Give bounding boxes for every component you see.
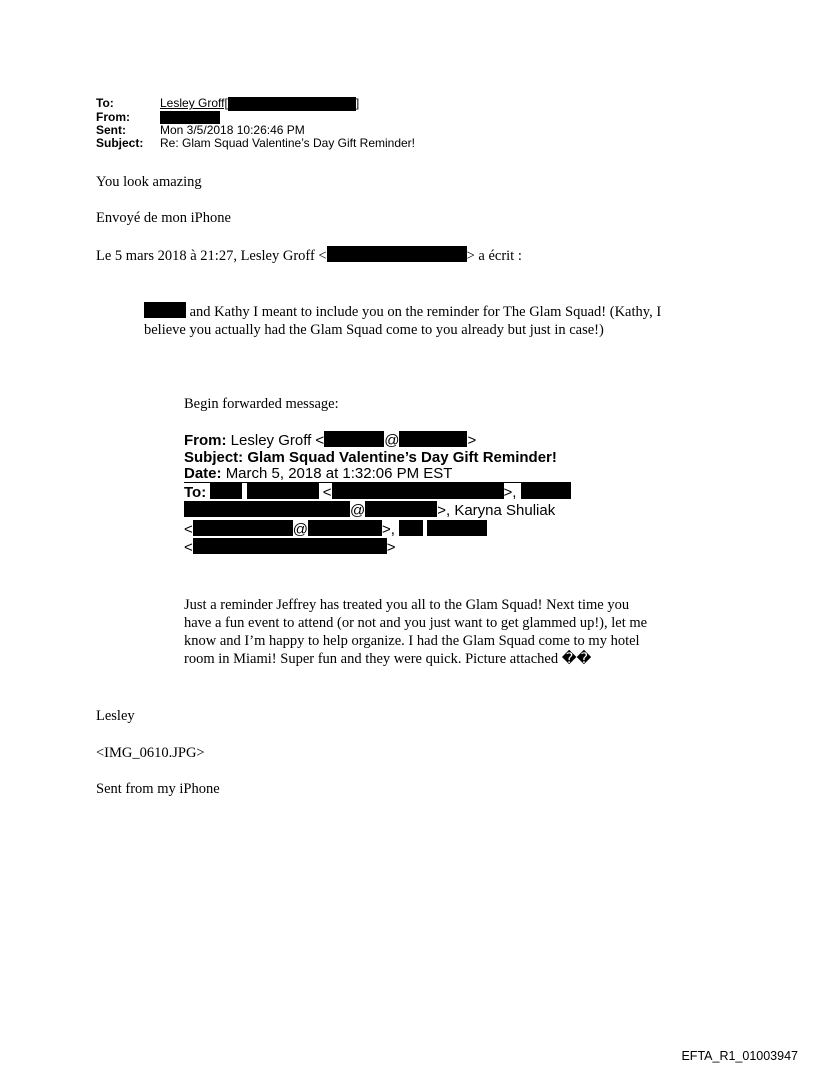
attachment-name: <IMG_0610.JPG> <box>96 745 205 761</box>
redaction-box <box>324 431 384 447</box>
lt-sign: < <box>322 483 332 501</box>
forward-from-row <box>184 431 571 450</box>
lt-sign: < <box>184 520 193 538</box>
email-header <box>96 97 415 149</box>
comma-gt: >, <box>382 520 395 538</box>
forward-to-row-3 <box>184 520 571 539</box>
forward-header <box>184 431 571 557</box>
redaction-box <box>327 246 467 262</box>
redaction-box <box>521 483 571 499</box>
redaction-box <box>144 302 186 318</box>
gt-sign: > <box>386 539 396 556</box>
redaction-box <box>210 483 242 499</box>
forward-to-row-2 <box>184 501 571 520</box>
forward-subject-value: Glam Squad Valentine’s Day Gift Reminder! <box>247 448 557 466</box>
forward-date-label: Date: <box>184 465 222 482</box>
forward-to-row-4 <box>184 538 571 557</box>
forward-from-label: From: <box>184 432 227 449</box>
comma-gt: >, <box>503 483 517 501</box>
sent-label: Sent: <box>96 123 126 137</box>
redaction-box <box>332 483 504 499</box>
to-row <box>96 97 415 111</box>
forward-to-row <box>184 482 571 502</box>
redaction-box <box>365 501 437 517</box>
subject-value: Re: Glam Squad Valentine’s Day Gift Reminder! <box>160 135 416 150</box>
closing-name: Lesley <box>96 708 135 724</box>
reply-signature: Envoyé de mon iPhone <box>96 210 231 226</box>
forward-date-value: March 5, 2018 at 1:32:06 PM EST <box>225 465 453 482</box>
to-close: ] <box>355 96 360 110</box>
at-sign: @ <box>292 520 308 538</box>
quoted-text: and Kathy I meant to include you on the reminder for The Glam Squad! (Kathy, I believe you actually had the Glam Squad come to you already but just in case!) <box>144 304 662 338</box>
quoted-message <box>144 302 684 339</box>
redaction-box <box>427 520 487 536</box>
redaction-box <box>399 520 423 536</box>
document-id: EFTA_R1_01003947 <box>681 1049 798 1063</box>
sent-row <box>96 124 415 137</box>
karyna-text: >, Karyna Shuliak <box>437 502 556 519</box>
forward-date-row <box>184 466 571 483</box>
gt-sign: > <box>467 432 477 449</box>
sent-value: Mon 3/5/2018 10:26:46 PM <box>160 123 305 137</box>
subject-label: Subject: <box>96 135 144 150</box>
at-sign: @ <box>350 502 366 519</box>
subject-row <box>96 137 415 150</box>
forward-subject-row <box>184 450 571 467</box>
to-label: To: <box>96 96 114 110</box>
forward-intro: Begin forwarded message: <box>184 396 339 412</box>
redaction-box <box>228 97 356 111</box>
redaction-box <box>184 501 350 517</box>
quote-intro-post: > a écrit : <box>466 248 522 264</box>
redaction-box <box>247 483 319 499</box>
redaction-box <box>308 520 382 536</box>
quote-intro <box>96 246 522 265</box>
forward-to-label: To: <box>184 483 207 501</box>
redaction-box <box>193 538 387 554</box>
reply-line: You look amazing <box>96 174 202 190</box>
forward-subject-label: Subject: <box>184 448 244 466</box>
redaction-box <box>399 431 467 447</box>
to-value: Lesley Groff[ <box>160 96 228 110</box>
closing-signature: Sent from my iPhone <box>96 781 220 797</box>
quote-intro-pre: Le 5 mars 2018 à 21:27, Lesley Groff < <box>96 248 327 264</box>
redaction-box <box>193 520 293 536</box>
at-sign: @ <box>384 432 400 449</box>
forward-body: Just a reminder Jeffrey has treated you all to the Glam Squad! Next time you have a fun event to attend (or not and you just want to get glammed up!), let me know and I’m happy to help organize. I had the Glam Squad come to my hotel room in Miami! Super fun and they were quick. Picture attached �� <box>184 597 648 667</box>
lt-sign: < <box>184 539 193 556</box>
from-label: From: <box>96 110 130 124</box>
forward-from-value: Lesley Groff < <box>230 432 325 449</box>
